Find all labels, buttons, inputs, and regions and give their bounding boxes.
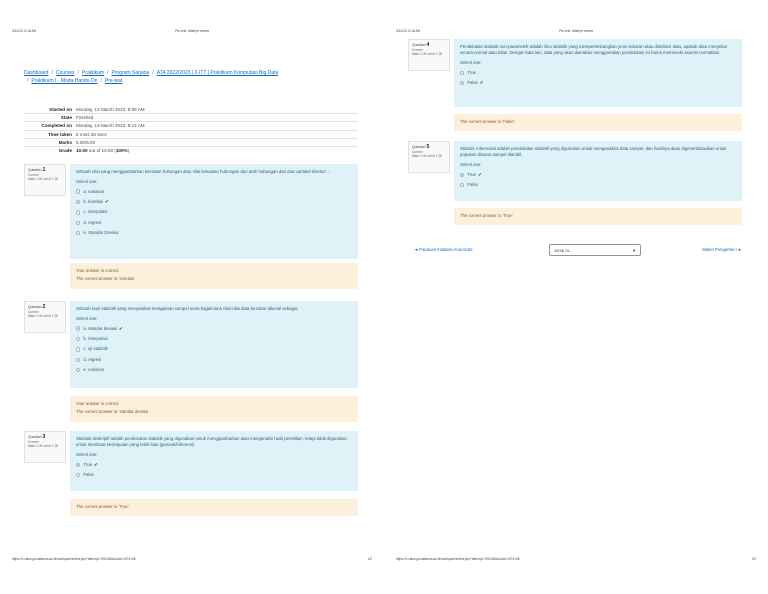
radio-button[interactable] — [76, 221, 80, 225]
feedback-answer: The correct answer is 'True'. — [76, 504, 130, 509]
question-number: Question 5 — [412, 144, 430, 150]
option-label: False — [467, 182, 478, 188]
summary-row-started — [24, 105, 358, 113]
summary-value: 5.00/5.00 — [76, 139, 96, 145]
question-feedback — [70, 263, 358, 289]
print-header — [12, 29, 372, 35]
question-text: Sebuah teori statistik yang menyatakan keragaman sampel serta bagaimana nilai-nilai data tersebar dikenal sebagai — [76, 306, 298, 311]
answer-option[interactable] — [76, 355, 352, 365]
radio-button[interactable] — [76, 189, 80, 193]
option-label: a. variance — [83, 188, 105, 194]
option-label: False — [467, 80, 478, 86]
feedback-correct: Your answer is correct. — [76, 401, 120, 406]
question-feedback — [70, 499, 358, 516]
radio-button[interactable] — [76, 210, 80, 214]
question-mark: Mark 1.00 out of 1.00 — [28, 314, 59, 319]
question-status: Correct — [412, 47, 423, 52]
option-label: d. regresi — [83, 219, 102, 225]
option-label: e. variance — [83, 367, 105, 373]
answer-option[interactable] — [76, 365, 352, 375]
question-feedback — [70, 396, 358, 422]
option-label: True — [467, 69, 477, 75]
question-content — [70, 431, 358, 491]
option-label: b. korelasi — [83, 198, 103, 204]
summary-value: Monday, 13 March 2023, 8:08 AM — [76, 106, 145, 112]
answer-option[interactable] — [76, 344, 352, 354]
summary-value: Monday, 13 March 2023, 8:14 AM — [76, 123, 145, 129]
print-url: https://v-class.gunadarma.ac.id/mod/quiz/review.php?attempt=7911464&cmid=1074156 — [396, 557, 520, 561]
question-text: Pendekatan statistik non-parametrik adalah ilmu statistik yang mempertimbangkan jenis sebaran atau distribusi data, apakah data menyebar secara normal atau tidak. Dengan kata lain, data yang akan dianalisis menggunakan pendekatan ini harus memenuhi asumsi normalitas. — [460, 44, 728, 56]
print-page-number: 1/2 — [367, 557, 372, 561]
summary-label: Grade — [58, 148, 72, 154]
breadcrumb — [24, 69, 324, 85]
question-feedback — [454, 208, 742, 225]
summary-row-time — [24, 130, 358, 138]
breadcrumb-separator: / — [107, 70, 109, 76]
print-footer — [396, 557, 756, 563]
chevron-down-icon: ▼ — [632, 248, 636, 253]
question-status: Correct — [28, 172, 39, 177]
radio-button[interactable] — [76, 473, 80, 477]
select-one-prompt: Select one: — [460, 60, 482, 66]
question-info — [24, 301, 66, 333]
question-info — [24, 431, 66, 463]
answer-option[interactable] — [460, 180, 736, 190]
question-mark: Mark 1.00 out of 1.00 — [412, 154, 443, 159]
answer-option[interactable] — [76, 218, 352, 228]
jump-to-select[interactable] — [549, 244, 641, 256]
option-label: True — [467, 171, 477, 177]
feedback-answer: The correct answer is 'True'. — [460, 213, 514, 218]
print-title: Pre-test: Attempt review — [175, 29, 209, 33]
summary-row-marks — [24, 138, 358, 146]
answer-option[interactable] — [76, 460, 352, 470]
question-number: Question 3 — [28, 434, 46, 440]
print-date: 3/13/23, 8:16 AM — [12, 29, 37, 33]
option-label: b. interpolasi — [83, 335, 108, 341]
summary-label: Time taken — [48, 131, 72, 137]
correct-check-icon: ✔ — [104, 198, 109, 204]
grade-close: ) — [127, 148, 130, 154]
answer-option[interactable] — [460, 170, 736, 180]
print-title: Pre-test: Attempt review — [559, 29, 593, 33]
question-info — [408, 39, 450, 71]
option-label: c. interpolasi — [83, 209, 108, 215]
question-mark: Mark 1.00 out of 1.00 — [28, 444, 59, 449]
question-content — [70, 164, 358, 259]
next-activity-link[interactable]: Materi Pengantar I ► — [702, 247, 742, 252]
question-content — [454, 141, 742, 201]
summary-value: Finished — [76, 115, 94, 121]
answer-option[interactable] — [76, 470, 352, 480]
option-label: c. uji statistik — [83, 346, 108, 352]
breadcrumb-separator: / — [27, 78, 29, 84]
summary-row-state — [24, 113, 358, 121]
question-status: Correct — [28, 309, 39, 314]
question-number: Question 4 — [412, 42, 430, 48]
print-page-2 — [384, 0, 768, 594]
answer-option[interactable] — [76, 323, 352, 333]
select-one-prompt: Select one: — [76, 452, 98, 458]
grade-percent: 100% — [115, 148, 128, 154]
breadcrumb-praktikum[interactable]: Praktikum — [81, 70, 105, 76]
breadcrumb-module[interactable]: Praktikum I - Moda Hands-On — [31, 78, 98, 84]
question-text: Statistic inferensial adalah pendekatan statistik yang digunakan untuk menganalisis data sampel, dan hasilnya akan digeneralisasikan untuk populasi dimana sampel diambil. — [460, 146, 727, 158]
question-text: Statistik deskriptif adalah pendekatan statistik yang digunakan untuk menggambarkan atau mengenalisi hasil penelitian, tetapi tidak digunakan untuk membuat kesimpulan yang lebih luas (general/inferensi). — [76, 436, 347, 448]
option-label: e. Standar Deviasi — [83, 230, 119, 236]
select-one-prompt: Select one: — [76, 316, 98, 322]
summary-row-completed — [24, 121, 358, 129]
summary-label: State — [60, 115, 72, 121]
breadcrumb-dashboard[interactable]: Dashboard — [24, 70, 49, 76]
print-date: 3/13/23, 8:16 AM — [396, 29, 421, 33]
previous-activity-link[interactable]: ◄ Panduan Instalasi Anaconda — [414, 247, 473, 252]
radio-button[interactable] — [460, 183, 464, 187]
correct-check-icon: ✔ — [478, 171, 482, 177]
grade-value: 10.00 — [76, 148, 88, 154]
breadcrumb-program[interactable]: Program Sarjana — [111, 70, 150, 76]
radio-button-selected[interactable] — [76, 326, 80, 330]
grade-out-of: out of 10.00 ( — [87, 148, 116, 154]
question-status: Correct — [28, 439, 39, 444]
radio-button-selected[interactable] — [460, 173, 464, 177]
question-content — [454, 39, 742, 107]
radio-button-selected[interactable] — [460, 81, 464, 85]
feedback-correct: Your answer is correct. — [76, 268, 120, 273]
answer-option[interactable] — [460, 68, 736, 78]
question-info — [408, 141, 450, 173]
breadcrumb-separator: / — [100, 78, 102, 84]
answer-option[interactable] — [460, 78, 736, 88]
print-url: https://v-class.gunadarma.ac.id/mod/quiz/review.php?attempt=7911464&cmid=1074156 — [12, 557, 136, 561]
breadcrumb-separator: / — [152, 70, 154, 76]
summary-label: Marks — [58, 139, 72, 145]
summary-label: Started on — [49, 106, 72, 112]
radio-button[interactable] — [76, 358, 80, 362]
correct-check-icon: ✔ — [94, 461, 98, 467]
question-feedback — [454, 114, 742, 131]
answer-option[interactable] — [76, 207, 352, 217]
question-text: Sebuah nilai yang menggambarkan keeratan hubungan atau nilai kekuatan hubungan dari arah hubungan dari dua variabel disebut ... — [76, 169, 331, 174]
breadcrumb-course[interactable]: ATA 2022/2023 | 2-ITT | Praktikum Komputasi Big Data — [156, 70, 279, 76]
breadcrumb-separator: / — [77, 70, 79, 76]
answer-option[interactable] — [76, 197, 352, 207]
feedback-answer: The correct answer is: korelasi — [76, 276, 135, 282]
print-page-number: 2/2 — [751, 557, 756, 561]
question-mark: Mark 1.00 out of 1.00 — [28, 177, 59, 182]
radio-button[interactable] — [76, 337, 80, 341]
attempt-summary-table — [24, 105, 358, 154]
option-label: True — [83, 461, 93, 467]
correct-check-icon: ✔ — [119, 325, 123, 331]
answer-option[interactable] — [76, 228, 352, 238]
answer-option[interactable] — [76, 334, 352, 344]
option-label: False — [83, 472, 94, 478]
radio-button[interactable] — [76, 368, 80, 372]
breadcrumb-courses[interactable]: Courses — [55, 70, 75, 76]
radio-button[interactable] — [76, 231, 80, 235]
correct-check-icon: ✔ — [479, 80, 484, 86]
summary-value — [76, 148, 129, 153]
feedback-answer: The correct answer is 'False'. — [460, 119, 516, 124]
feedback-answer: The correct answer is: standar deviasi — [76, 409, 149, 415]
radio-button-selected[interactable] — [76, 463, 80, 467]
select-one-prompt: Select one: — [76, 179, 98, 185]
question-content — [70, 301, 358, 388]
option-label: d. regresi — [83, 356, 102, 362]
breadcrumb-separator: / — [51, 70, 53, 76]
summary-label: Completed on — [41, 123, 72, 129]
breadcrumb-quiz[interactable]: Pre-test — [104, 78, 123, 84]
radio-button[interactable] — [76, 347, 80, 351]
print-header — [396, 29, 756, 35]
question-mark: Mark 1.00 out of 1.00 — [412, 52, 443, 57]
print-footer — [12, 557, 372, 563]
summary-value: 5 mins 36 secs — [76, 131, 107, 137]
option-label: a. standar deviasi — [83, 325, 118, 331]
radio-button[interactable] — [460, 71, 464, 75]
jump-to-label: Jump to... — [554, 248, 573, 253]
question-number: Question 2 — [28, 304, 46, 310]
activity-navigation — [408, 243, 742, 257]
radio-button-selected[interactable] — [76, 200, 80, 204]
question-info — [24, 164, 66, 196]
question-number: Question 1 — [28, 167, 46, 173]
answer-option[interactable] — [76, 186, 352, 196]
summary-row-grade — [24, 146, 358, 154]
select-one-prompt: Select one: — [460, 162, 482, 168]
question-status: Correct — [412, 149, 423, 154]
